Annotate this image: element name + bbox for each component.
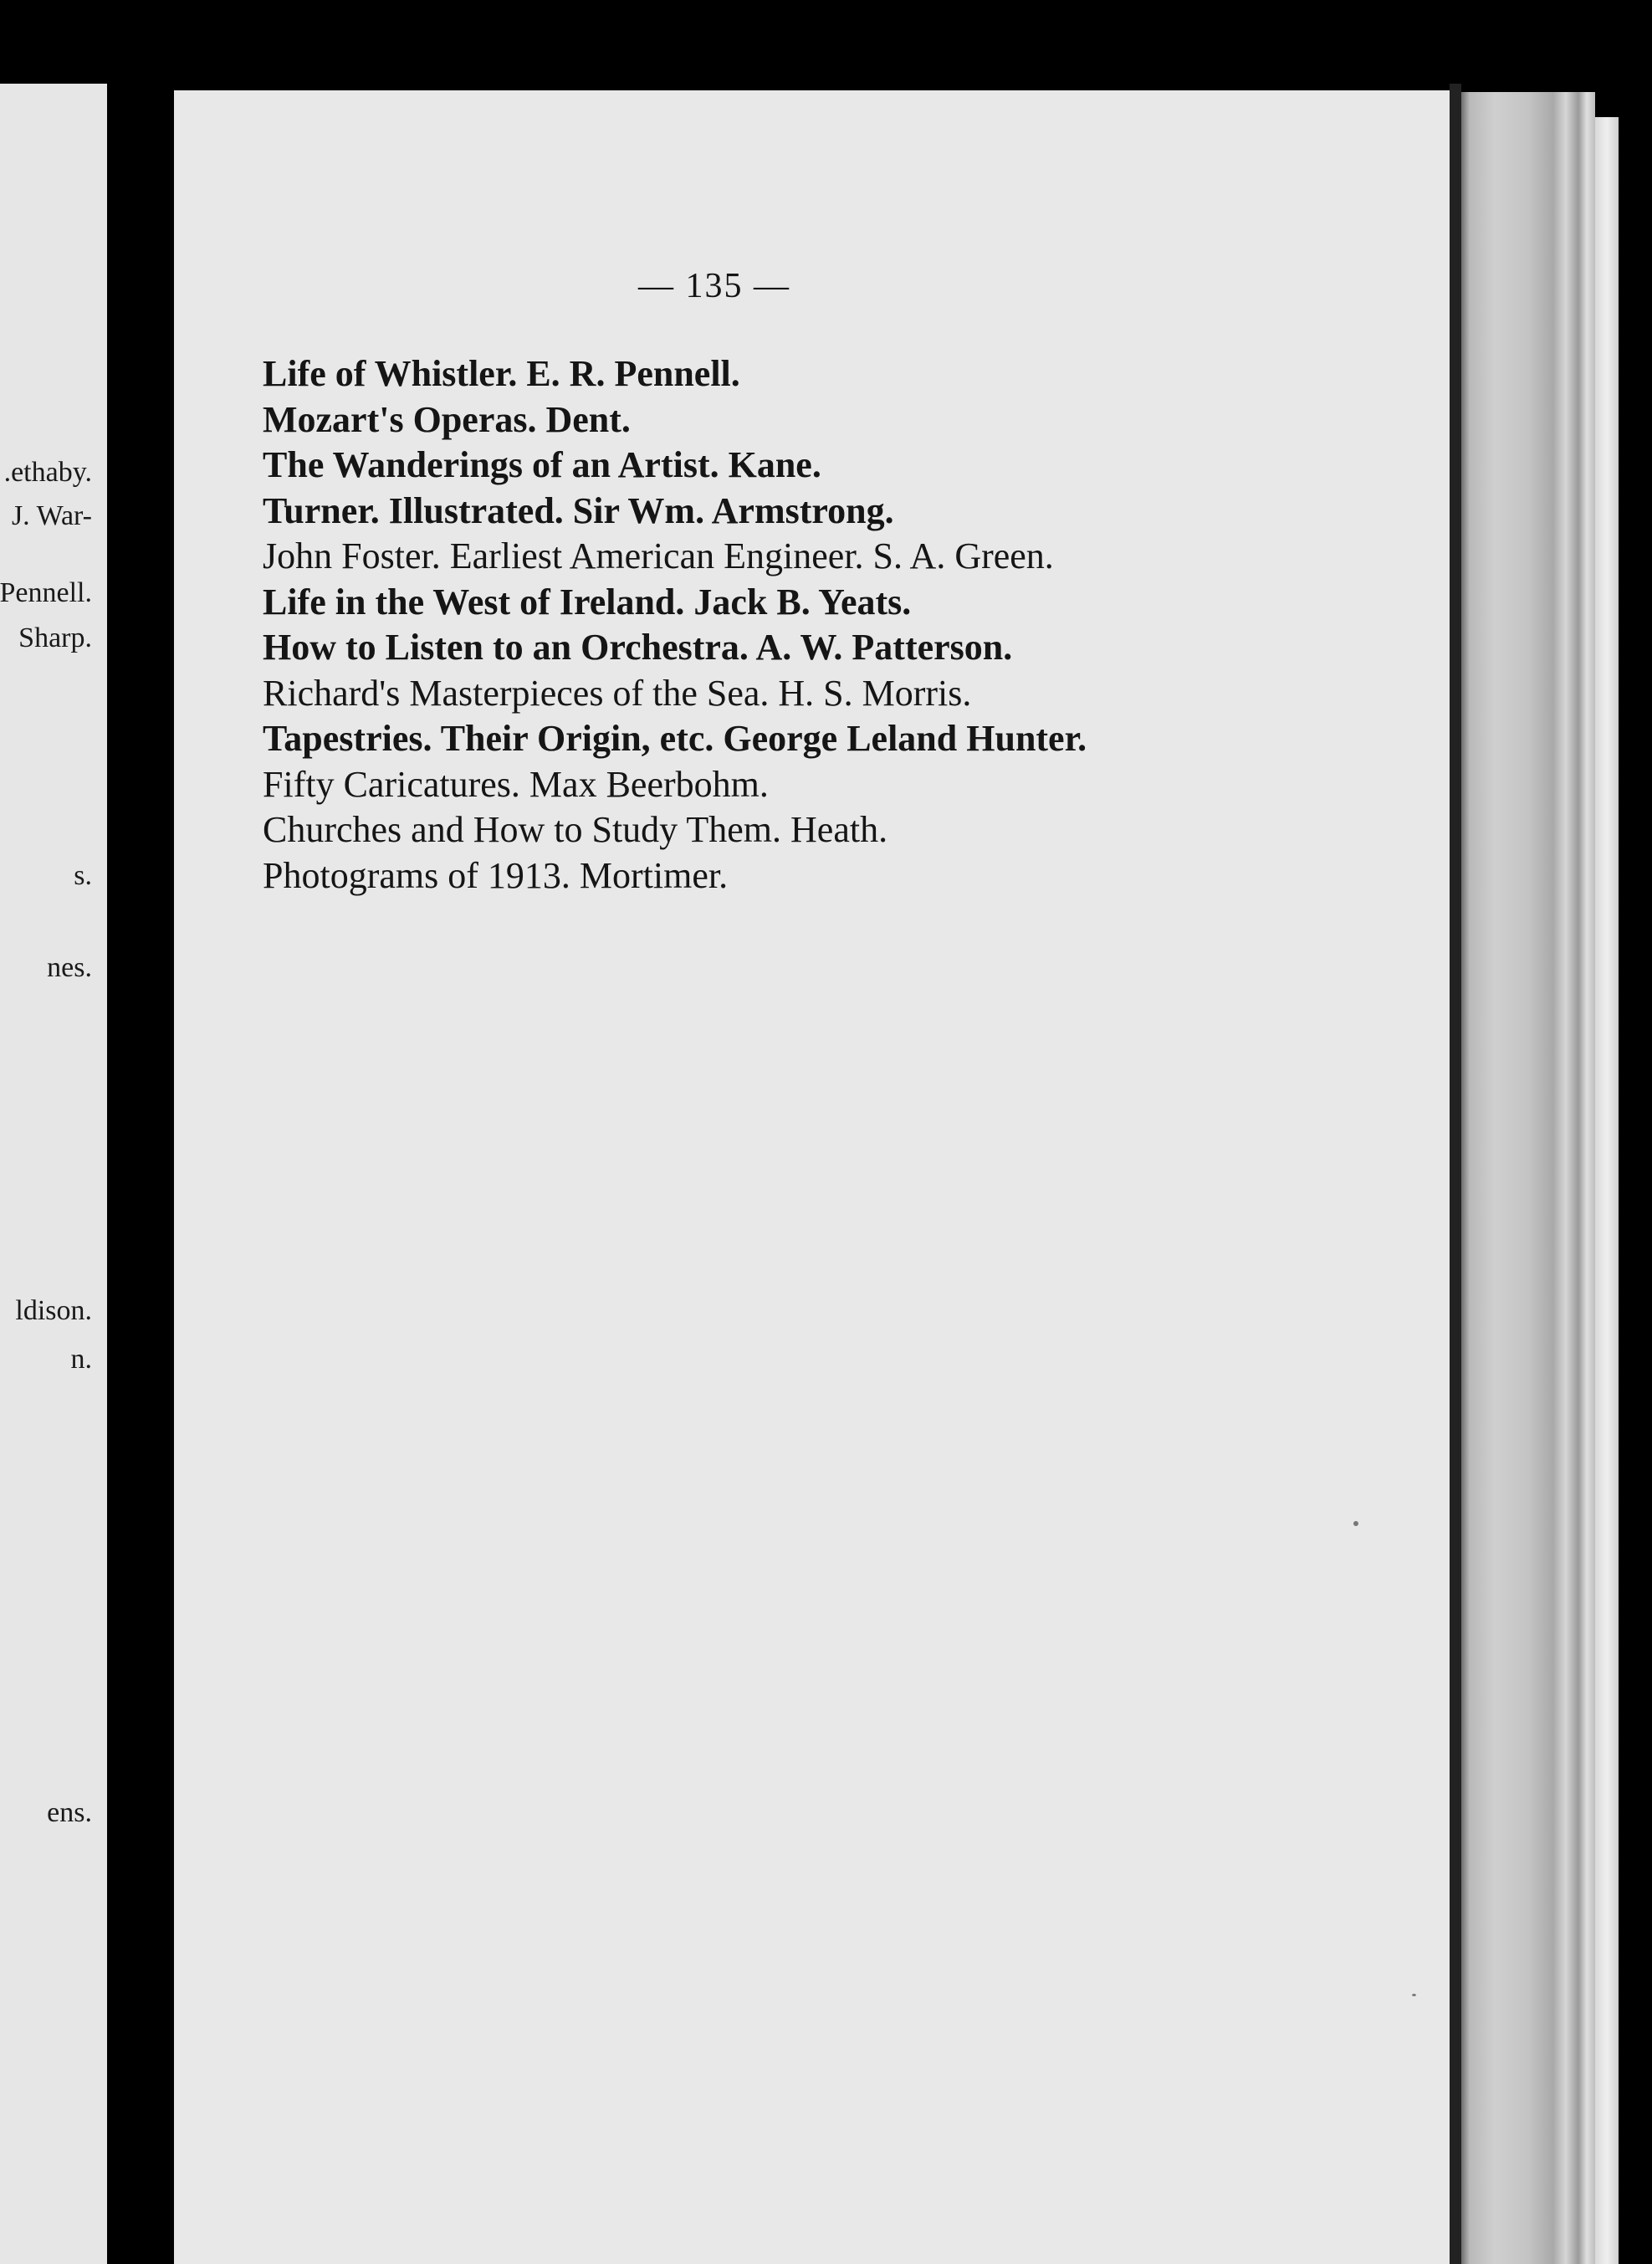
left-fragment-6: nes. xyxy=(47,952,92,983)
paper-speck xyxy=(1353,1521,1358,1526)
book-entry: Richard's Masterpieces of the Sea. H. S. Morris. xyxy=(263,672,972,714)
book-entry: How to Listen to an Orchestra. A. W. Patterson. xyxy=(263,627,1013,668)
left-fragment-9: ens. xyxy=(47,1797,92,1828)
book-page xyxy=(174,90,1450,2264)
previous-page-fragment xyxy=(0,84,107,2264)
cover-edge xyxy=(1595,117,1619,2264)
left-fragment-5: s. xyxy=(74,860,92,891)
left-fragment-3: Pennell. xyxy=(0,577,92,608)
left-fragment-4: Sharp. xyxy=(18,622,92,653)
book-entry: John Foster. Earliest American Engineer. S. A. Green. xyxy=(263,535,1054,576)
book-entry: Tapestries. Their Origin, etc. George Leland Hunter. xyxy=(263,718,1087,759)
book-entry: Turner. Illustrated. Sir Wm. Armstrong. xyxy=(263,489,894,531)
left-fragment-8: n. xyxy=(70,1344,92,1375)
paper-speck xyxy=(1412,1994,1416,1996)
book-entry: Mozart's Operas. Dent. xyxy=(263,398,631,440)
book-entry: Photograms of 1913. Mortimer. xyxy=(263,854,729,896)
book-entry: The Wanderings of an Artist. Kane. xyxy=(263,444,821,485)
book-entry: Fifty Caricatures. Max Beerbohm. xyxy=(263,763,769,805)
book-entry: Life in the West of Ireland. Jack B. Yeats. xyxy=(263,581,912,622)
left-fragment-1: .ethaby. xyxy=(3,457,92,488)
page-stack xyxy=(1461,92,1595,2264)
book-list xyxy=(263,351,1087,899)
page-number: — 135 — xyxy=(638,267,790,305)
left-fragment-2: J. War- xyxy=(11,500,92,531)
book-gutter xyxy=(107,50,174,2264)
page-edge-shadow xyxy=(1450,84,1461,2264)
book-entry: Churches and How to Study Them. Heath. xyxy=(263,809,888,850)
left-fragment-7: ldison. xyxy=(15,1295,92,1326)
book-entry: Life of Whistler. E. R. Pennell. xyxy=(263,353,740,394)
